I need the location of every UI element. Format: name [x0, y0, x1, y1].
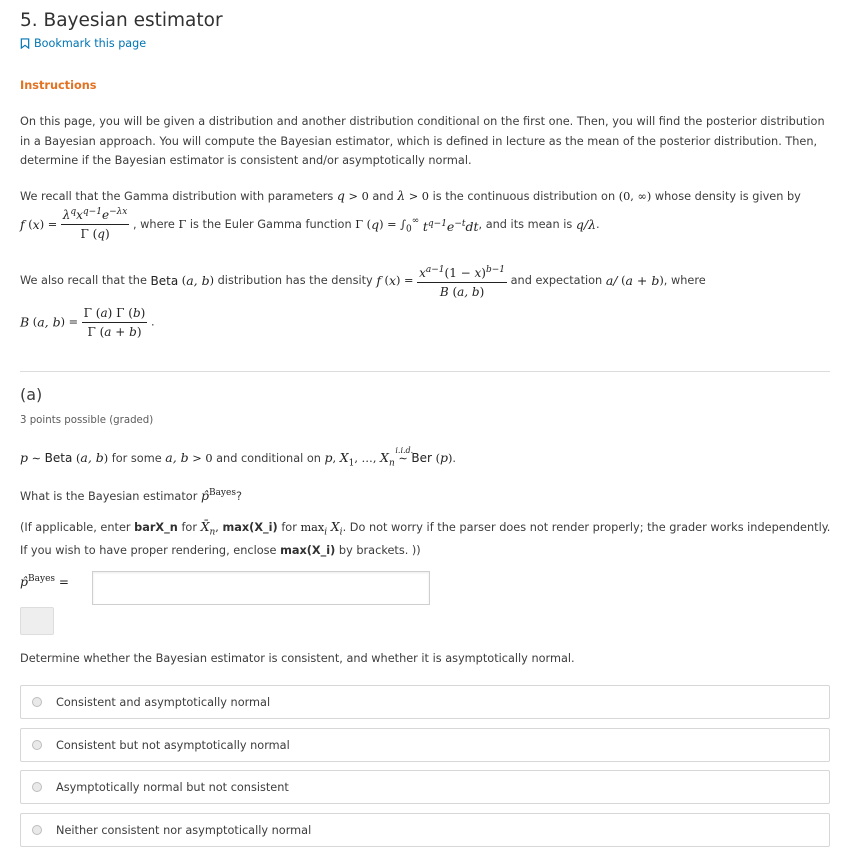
bookmark-link[interactable] [20, 37, 146, 50]
choice-option[interactable] [20, 813, 830, 847]
radio-button[interactable] [32, 697, 42, 707]
answer-label: p̂$^{Bayes}$ = [20, 574, 69, 589]
problem-setup: p ∼ Beta (a, b) for some a, b > 0 and conditional on p, $X_1$, …, $X_n$ i.i.d. ∼ Ber (p). [20, 446, 457, 469]
section-divider [20, 371, 830, 372]
page-title: 5. Bayesian estimator [20, 10, 223, 31]
radio-button[interactable] [32, 782, 42, 792]
bookmark-icon [20, 38, 30, 49]
question-text: What is the Bayesian estimator p̂$^{Bayes}$? [20, 487, 242, 503]
answer-input[interactable] [92, 571, 430, 605]
preview-button[interactable] [20, 607, 54, 635]
choice-option[interactable] [20, 728, 830, 762]
gamma-recall: We recall that the Gamma distribution with parameters q > 0 and λ > 0 is the continuous distribution on (0, ∞) whose density is given by [20, 188, 801, 203]
choice-option[interactable] [20, 770, 830, 804]
instructions-heading: Instructions [20, 79, 97, 92]
intro-paragraph: On this page, you will be given a distribution and another distribution conditional on the first one. Then, you will find the posterior distribution in a Bayesian approach. You will compute the Bayesian estimator, which is defined in lecture as the mean of the posterior distribution. Then, determine if the Bayesian estimator is consistent and/or asymptotically normal. [20, 115, 825, 167]
choice-label: Neither consistent nor asymptotically normal [56, 823, 312, 837]
bookmark-label: Bookmark this page [34, 37, 147, 50]
radio-button[interactable] [32, 825, 42, 835]
choice-label: Consistent but not asymptotically normal [56, 738, 290, 752]
choice-label: Asymptotically normal but not consistent [56, 780, 289, 794]
gamma-density: f (x) = $\frac{\lambda^qx^{q-1}e^{-\lambda x}}{\Gamma (q)}$ , where Γ is the Euler Gamma function Γ $(q) = \int_0^\infty$ $t^{q-1}e^{-t}dt$, and its mean is q/λ. [20, 208, 835, 242]
beta-function-def: B (a, b) = $\frac{\Gamma (a) \Gamma (b)}{\Gamma (a + b)}$ . [20, 306, 155, 339]
determine-text: Determine whether the Bayesian estimator is consistent, and whether it is asymptotically normal. [20, 652, 575, 665]
part-label: (a) [20, 385, 43, 404]
radio-button[interactable] [32, 740, 42, 750]
input-hint: (If applicable, enter barX_n for $X̄_n$, max(X_i) for $\max_i X_i$. Do not worry if the parser does not render properly; the grader works independently. If you wish to have proper rendering, enclose max(X_i) by brackets. )) [20, 519, 831, 557]
points-possible: 3 points possible (graded) [20, 415, 154, 426]
choice-option[interactable] [20, 685, 830, 719]
beta-recall: We also recall that the Beta (a, b) distribution has the density f (x) = $\frac{x^{a-1}(1 - x)^{b-1}}{B (a, b)}$ and expectation a/ (a + b), where [20, 262, 835, 300]
choice-label: Consistent and asymptotically normal [56, 695, 271, 709]
